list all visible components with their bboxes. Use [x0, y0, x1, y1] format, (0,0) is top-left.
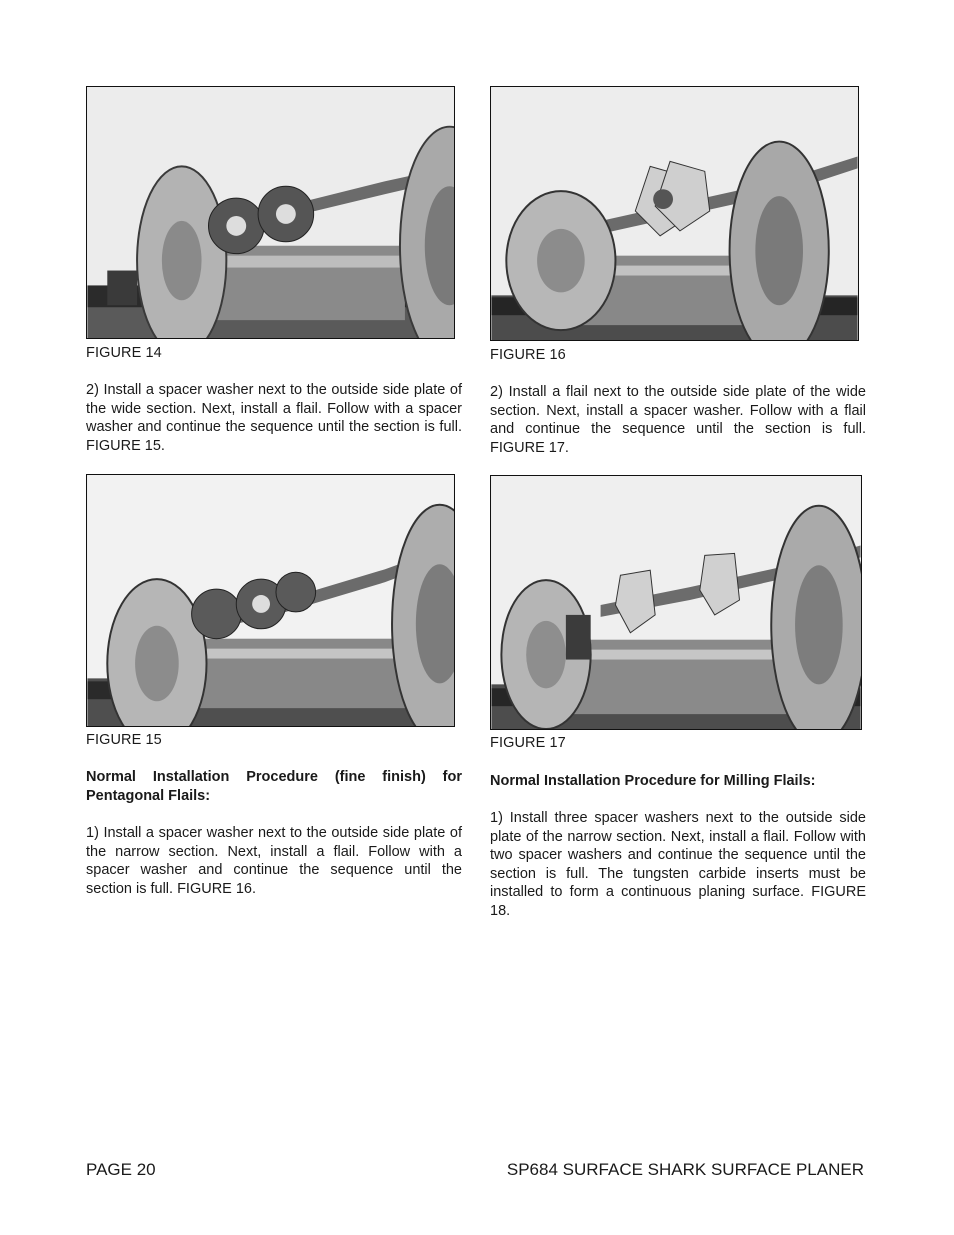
figure-16-photo	[490, 86, 859, 341]
left-para-wide-section: 2) Install a spacer washer next to the outside side plate of the wide section. Next, install a flail. Follow with a spacer washer and continue the sequence until the section is full. FIGURE 15.	[86, 382, 462, 454]
figure-17-caption: FIGURE 17	[490, 735, 566, 751]
flail-shaft-illustration	[87, 87, 454, 338]
figure-15-caption: FIGURE 15	[86, 732, 162, 748]
right-para-narrow-section: 1) Install three spacer washers next to the outside side plate of the narrow section. Next, install a flail. Follow with two spacer washers and continue the sequence until the section is full. The tungsten carbide inserts must be installed to form a continuous planing surface. FIGURE 18.	[490, 810, 866, 919]
right-heading-milling: Normal Installation Procedure for Milling Flails:	[490, 773, 816, 789]
left-heading-pentagonal: Normal Installation Procedure (fine finish) for Pentagonal Flails:	[86, 769, 462, 804]
flail-shaft-illustration	[491, 87, 858, 340]
right-para-wide-section: 2) Install a flail next to the outside side plate of the wide section. Next, install a spacer washer. Follow with a flail and continue the sequence until the section is full. FIGURE 17.	[490, 384, 866, 456]
flail-shaft-illustration	[87, 475, 454, 726]
flail-shaft-illustration	[491, 476, 861, 729]
figure-14-photo	[86, 86, 455, 339]
figure-16-caption: FIGURE 16	[490, 347, 566, 363]
figure-14-caption: FIGURE 14	[86, 345, 162, 361]
page-number: PAGE 20	[86, 1160, 156, 1179]
document-title: SP684 SURFACE SHARK SURFACE PLANER	[506, 1160, 864, 1179]
figure-15-photo	[86, 474, 455, 727]
figure-17-photo	[490, 475, 862, 730]
left-para-narrow-section: 1) Install a spacer washer next to the outside side plate of the narrow section. Next, install a flail. Follow with a spacer washer and continue the sequence until the section is full. FIGURE 16.	[86, 825, 462, 897]
